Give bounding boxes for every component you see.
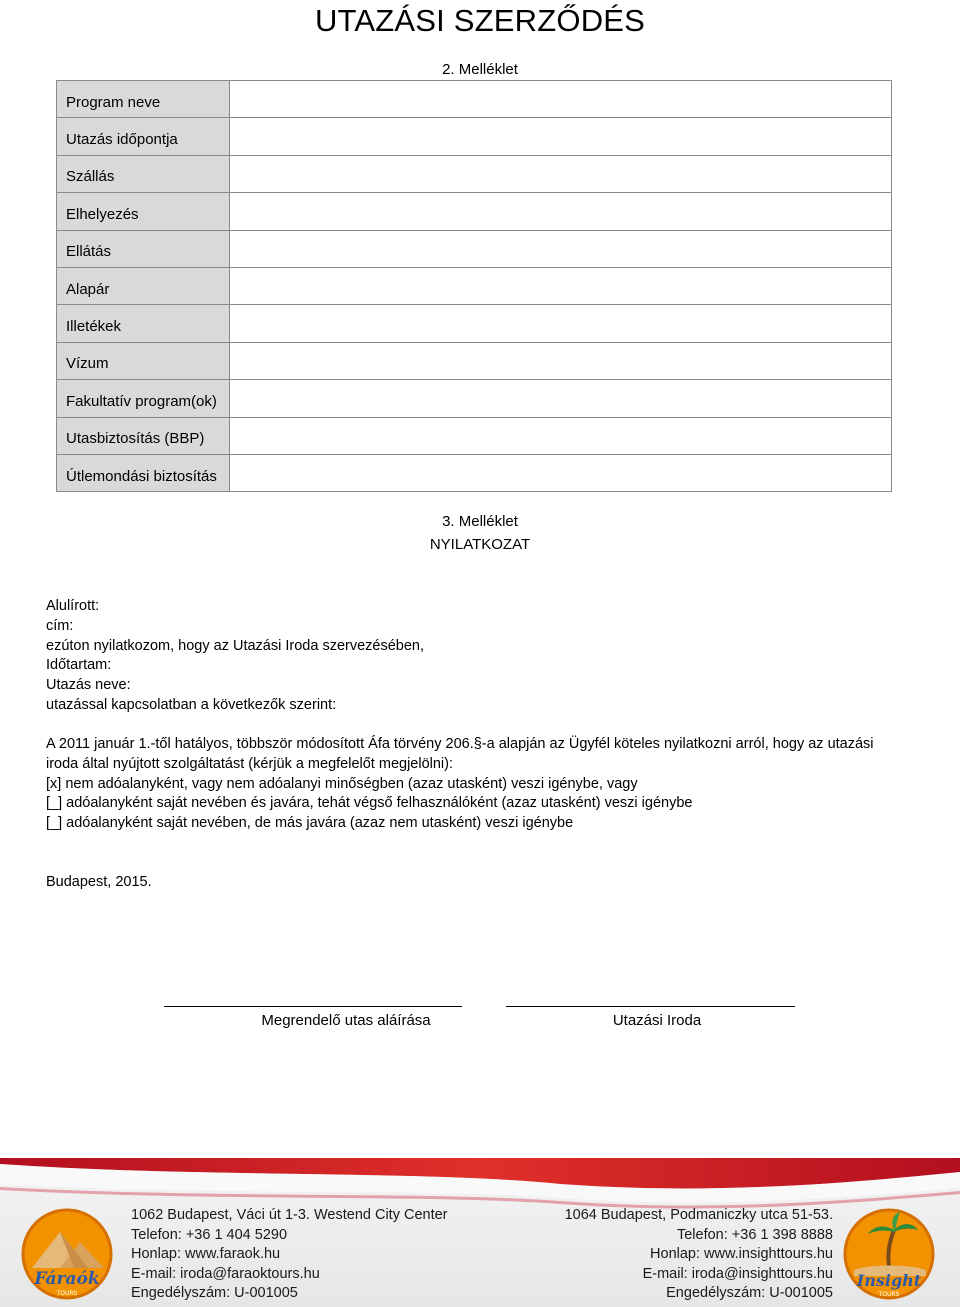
form-row-label: Fakultatív program(ok) (57, 380, 230, 417)
footer-right-website[interactable]: Honlap: www.insighttours.hu (650, 1246, 833, 1263)
form-row-label: Utazás időpontja (57, 118, 230, 155)
form-row-value-field[interactable] (230, 230, 892, 267)
annex-2-heading: 2. Melléklet (442, 61, 518, 78)
form-row-value-field[interactable] (230, 305, 892, 342)
insight-logo-subtext: TOURS (878, 1291, 900, 1298)
footer-left-address: 1062 Budapest, Váci út 1-3. Westend City Center (131, 1207, 448, 1223)
form-row-value-field[interactable] (230, 81, 892, 118)
agency-signature-line (506, 1006, 795, 1007)
form-row-value-field[interactable] (230, 380, 892, 417)
form-row (57, 380, 892, 417)
form-row (57, 118, 892, 155)
form-row-value-field[interactable] (230, 118, 892, 155)
vat-option-non-taxable[interactable]: [x] nem adóalanyként, vagy nem adóalanyi minőségben (azaz utasként) veszi igénybe, vagy (46, 775, 638, 792)
form-row (57, 305, 892, 342)
form-row (57, 342, 892, 379)
footer-left-website[interactable]: Honlap: www.faraok.hu (131, 1246, 281, 1263)
vat-intro-line: A 2011 január 1.-től hatályos, többször módosított Áfa törvény 206.§-a alapján az Ügyfél köteles nyilatkozni arról, hogy az utazási (46, 736, 874, 752)
form-row-label: Útlemondási biztosítás (57, 454, 230, 491)
form-row-label: Szállás (57, 155, 230, 192)
declaration-line: utazással kapcsolatban a következők szerint: (46, 696, 337, 713)
faraok-logo-text: Fáraók (34, 1269, 100, 1289)
declaration-title: NYILATKOZAT (429, 536, 531, 553)
declaration-line: Időtartam: (46, 657, 112, 674)
form-row (57, 454, 892, 491)
form-row-label: Ellátás (57, 230, 230, 267)
contract-details-table (56, 80, 892, 492)
form-row-label: Elhelyezés (57, 193, 230, 230)
form-row-label: Program neve (57, 81, 230, 118)
form-row-value-field[interactable] (230, 342, 892, 379)
footer-right-address: 1064 Budapest, Podmaniczky utca 51-53. (564, 1207, 833, 1223)
document-title: UTAZÁSI SZERZŐDÉS (314, 3, 646, 38)
form-row-value-field[interactable] (230, 193, 892, 230)
form-row-value-field[interactable] (230, 155, 892, 192)
form-row (57, 267, 892, 304)
vat-intro-line: iroda által nyújtott szolgáltatást (kérjük a megfelelőt megjelölni): (46, 755, 454, 772)
declaration-line: cím: (46, 617, 74, 634)
insight-logo (840, 1206, 938, 1302)
footer-right-license: Engedélyszám: U-001005 (666, 1285, 833, 1302)
form-row (57, 193, 892, 230)
footer-left-phone: Telefon: +36 1 404 5290 (131, 1226, 288, 1243)
form-row-value-field[interactable] (230, 417, 892, 454)
vat-option-taxable-own[interactable]: [_] adóalanyként saját nevében és javára, tehát végső felhasználóként (azaz utasként) veszi igénybe (46, 795, 693, 812)
faraok-logo (18, 1206, 116, 1302)
form-row-label: Alapár (57, 267, 230, 304)
form-row (57, 230, 892, 267)
footer-insight-contact (565, 1206, 833, 1304)
declaration-line: Alulírott: (46, 598, 100, 614)
vat-option-taxable-other[interactable]: [_] adóalanyként saját nevében, de más javára (azaz nem utasként) veszi igénybe (46, 815, 574, 832)
declaration-line: Utazás neve: (46, 677, 131, 694)
declaration-line: ezúton nyilatkozom, hogy az Utazási Iroda szervezésében, (46, 637, 425, 654)
form-row-value-field[interactable] (230, 267, 892, 304)
declaration-block (46, 597, 424, 716)
footer-left-email[interactable]: E-mail: iroda@faraoktours.hu (131, 1265, 320, 1282)
faraok-logo-subtext: TOURS (56, 1290, 78, 1297)
annex-3-heading: 3. Melléklet (442, 513, 518, 530)
form-row-value-field[interactable] (230, 454, 892, 491)
form-row (57, 81, 892, 118)
vat-statement (46, 735, 916, 834)
footer-left-license: Engedélyszám: U-001005 (131, 1285, 298, 1302)
form-row (57, 155, 892, 192)
form-row-label: Utasbiztosítás (BBP) (57, 417, 230, 454)
place-date: Budapest, 2015. (46, 874, 152, 890)
agency-signature-label: Utazási Iroda (612, 1012, 702, 1029)
form-row-label: Vízum (57, 342, 230, 379)
footer-right-phone: Telefon: +36 1 398 8888 (676, 1226, 833, 1243)
client-signature-line (164, 1006, 462, 1007)
form-row (57, 417, 892, 454)
client-signature-label: Megrendelő utas aláírása (261, 1012, 431, 1029)
footer-right-email[interactable]: E-mail: iroda@insighttours.hu (642, 1265, 833, 1282)
footer-faraok-contact (131, 1206, 448, 1304)
form-row-label: Illetékek (57, 305, 230, 342)
footer (0, 1158, 960, 1307)
insight-logo-text: Insight (856, 1271, 922, 1290)
